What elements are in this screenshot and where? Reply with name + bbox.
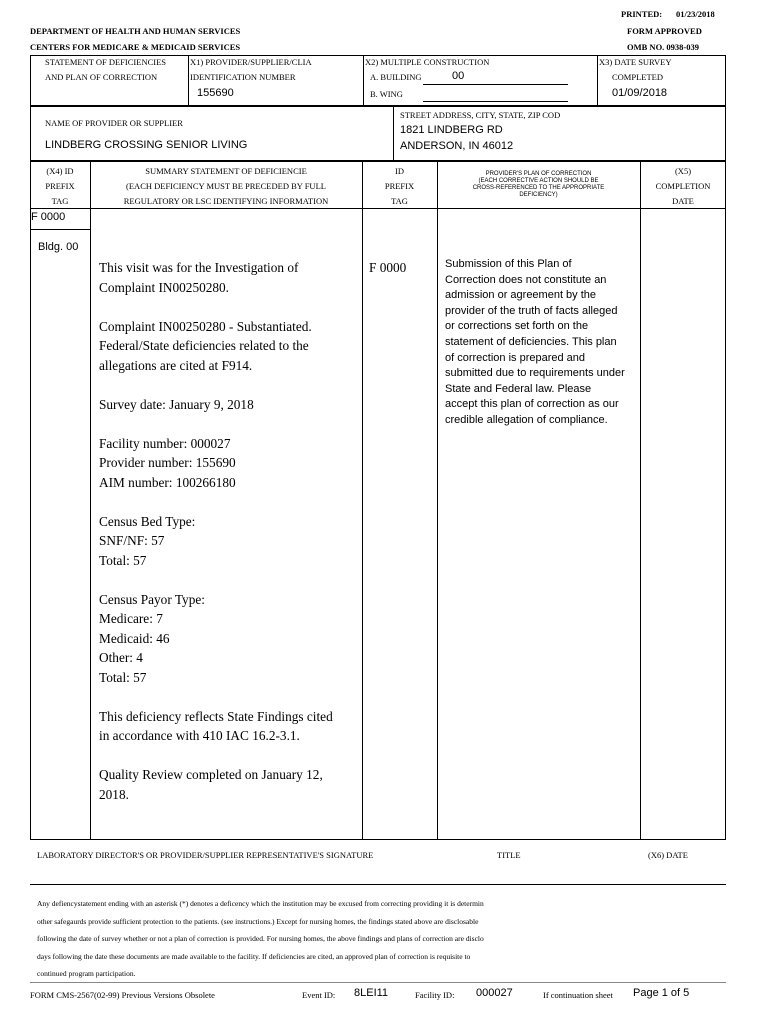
date-label: DATE [672,196,694,206]
title-label: TITLE [497,850,521,860]
printed-label: PRINTED: [621,9,663,19]
x4-prefix-label: PREFIX [45,181,75,191]
printed-date: 01/23/2018 [676,9,715,19]
provider-name-value: LINDBERG CROSSING SENIOR LIVING [45,139,248,151]
disclaimer [37,895,727,983]
building-value: 00 [452,70,465,82]
summary-each-label: (EACH DEFICIENCY MUST BE PRECEDED BY FULL [126,181,326,191]
summary-paragraph: Census Payor Type: Medicare: 7 Medicaid: 46 Other: 4 Total: 57 [99,591,205,685]
identification-number-label: IDENTIFICATION NUMBER [190,72,296,82]
summary-paragraph: Quality Review completed on January 12, 2018. [99,767,323,802]
id-tag-label: TAG [391,196,408,206]
summary-regulatory-label: REGULATORY OR LSC IDENTIFYING INFORMATION [123,196,329,206]
centers-title: CENTERS FOR MEDICARE & MEDICAID SERVICES [30,42,241,52]
event-id-label: Event ID: [302,990,336,1000]
poc-header-line-2: (EACH CORRECTIVE ACTION SHOULD BE [478,178,599,184]
x4-tag-label: TAG [51,196,69,206]
summary-paragraph: Facility number: 000027 Provider number: 155690 AIM number: 100266180 [99,435,236,490]
statement-of-deficiencies-label: STATEMENT OF DEFICIENCIES [45,57,167,67]
facility-id-value: 000027 [476,987,513,999]
multiple-construction-label: X2) MULTIPLE CONSTRUCTION [365,57,490,67]
plan-of-correction-label: AND PLAN OF CORRECTION [45,72,158,82]
poc-tag: F 0000 [369,260,407,275]
summary-paragraph: Census Bed Type: SNF/NF: 57 Total: 57 [99,513,196,568]
provider-clia-label: X1) PROVIDER/SUPPLIER/CLIA [190,57,312,67]
deficiency-tag: F 0000 [31,211,66,223]
x4-id-label: (X4) ID [46,166,74,176]
signature-label: LABORATORY DIRECTOR'S OR PROVIDER/SUPPLIER REPRESENTATIVE'S SIGNATURE [37,850,374,860]
plan-of-correction-text: Submission of this Plan of Correction does not constitute an admission or agreement by the provider of the truth of facts alleged or corrections set forth on the statement of deficiencies. This plan of correction is prepared and submitted due to requirements under State and Federal law. Please accept this plan of correction as our credible allegation of compliance. [445,258,625,426]
disclaimer-line: days following the date these documents are made available to the facility. If deficiencies are cited, an approved plan of correction is requisite to [37,951,471,961]
summary-text [99,258,357,824]
provider-block [30,106,726,161]
summary-paragraph: This deficiency reflects State Findings cited in accordance with 410 IAC 16.2-3.1. [99,708,333,743]
street-address-label: STREET ADDRESS, CITY, STATE, ZIP COD [400,110,561,120]
x5-label: (X5) [674,166,692,176]
wing-label: B. WING [370,89,403,99]
disclaimer-line: following the date of survey whether or not a plan of correction is provided. For nursing homes, the above findings and plans of correction are disclo [37,934,484,943]
plan-of-correction-header [437,171,640,199]
id-label: ID [395,166,404,176]
completion-label: COMPLETION [655,181,711,191]
survey-date-value: 01/09/2018 [612,87,668,99]
form-approved-label: FORM APPROVED [627,26,702,36]
omb-number: OMB NO. 0938-039 [627,42,700,52]
building-label: A. BUILDING [370,72,422,82]
poc-header-line-1: PROVIDER'S PLAN OF CORRECTION [485,171,592,177]
summary-statement-label: SUMMARY STATEMENT OF DEFICIENCIE [145,166,307,176]
department-title: DEPARTMENT OF HEALTH AND HUMAN SERVICES [30,26,241,36]
provider-id-value: 155690 [197,87,234,99]
disclaimer-line: continued program participation. [37,969,136,978]
poc-header-line-4: DEFICIENCY) [519,192,558,198]
x6-date-label: (X6) DATE [648,850,688,860]
city-state-zip-value: ANDERSON, IN 46012 [400,140,514,152]
event-id-value: 8LEI11 [354,987,389,999]
continuation-label: If continuation sheet [543,990,613,1000]
summary-paragraph: This visit was for the Investigation of Complaint IN00250280. [99,260,299,295]
poc-header-line-3: CROSS-REFERENCED TO THE APPROPRIATE [472,185,605,191]
summary-paragraph: Survey date: January 9, 2018 [99,396,254,412]
provider-name-label: NAME OF PROVIDER OR SUPPLIER [45,118,183,128]
date-survey-label: X3) DATE SURVEY [599,57,672,67]
page-number: Page 1 of 5 [633,987,690,999]
summary-paragraph: Complaint IN00250280 - Substantiated. Federal/State deficiencies related to the allegations are cited at F914. [99,318,312,373]
facility-id-label: Facility ID: [415,990,455,1000]
street-value: 1821 LINDBERG RD [400,124,503,136]
disclaimer-line: Any defiencystatement ending with an asterisk (*) denotes a deficency which the institution may be excused from correcting providing it is determin [37,899,484,908]
id-prefix-label: PREFIX [384,181,415,191]
building-tag: Bldg. 00 [38,241,79,253]
disclaimer-line: other safegaurds provide sufficient protection to the patients. (see instructions.) Except for nursing homes, the findings stated above are disclosable [37,916,479,926]
form-number: FORM CMS-2567(02-99) Previous Versions Obsolete [30,990,215,1000]
completed-label: COMPLETED [612,72,663,82]
